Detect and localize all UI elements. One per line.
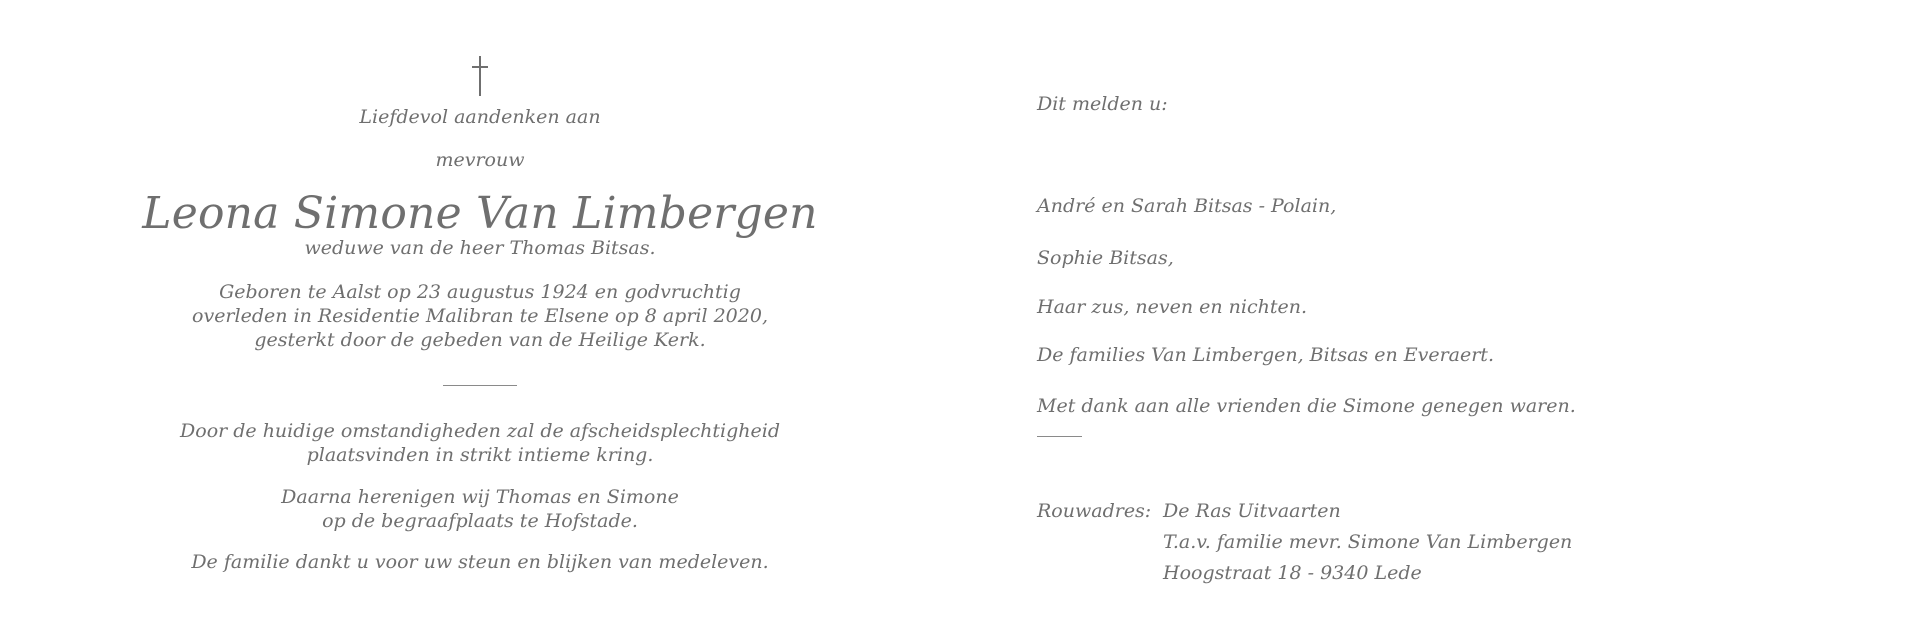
- ceremony-paragraph: [130, 419, 830, 467]
- burial-paragraph: [130, 485, 830, 533]
- address-lines: [1163, 499, 1572, 592]
- address-line: T.a.v. familie mevr. Simone Van Limbergen: [1163, 531, 1573, 553]
- cross-icon: [472, 56, 488, 96]
- family-line: Sophie Bitsas,: [1037, 247, 1174, 269]
- intro-text: Liefdevol aandenken aan: [359, 106, 601, 128]
- burial-line: Daarna herenigen wij Thomas en Simone: [281, 486, 679, 508]
- birth-death-line: Geboren te Aalst op 23 augustus 1924 en godvruchtig: [219, 281, 741, 303]
- family-line: Haar zus, neven en nichten.: [1037, 296, 1308, 318]
- family-line: André en Sarah Bitsas - Polain,: [1037, 195, 1337, 217]
- family-line: De families Van Limbergen, Bitsas en Everaert.: [1037, 344, 1494, 366]
- mourning-address: [1037, 499, 1877, 592]
- ceremony-line: plaatsvinden in strikt intieme kring.: [306, 444, 654, 466]
- deceased-name: Leona Simone Van Limbergen: [142, 188, 818, 239]
- ceremony-line: Door de huidige omstandigheden zal de afscheidsplechtigheid: [180, 420, 780, 442]
- burial-line: op de begraafplaats te Hofstade.: [322, 510, 638, 532]
- family-line: Met dank aan alle vrienden die Simone genegen waren.: [1037, 395, 1576, 417]
- family-thanks: De familie dankt u voor uw steun en blijken van medeleven.: [191, 551, 769, 573]
- birth-death-paragraph: [130, 280, 830, 352]
- birth-death-line: gesterkt door de gebeden van de Heilige Kerk.: [254, 329, 706, 351]
- birth-death-line: overleden in Residentie Malibran te Elsene op 8 april 2020,: [192, 305, 768, 327]
- memorial-right-panel: [1037, 92, 1877, 592]
- divider: [1037, 436, 1082, 437]
- honorific: mevrouw: [435, 149, 525, 171]
- memorial-left-panel: [130, 56, 830, 574]
- widow-of-line: weduwe van de heer Thomas Bitsas.: [304, 237, 656, 259]
- divider: [443, 385, 517, 386]
- address-line: De Ras Uitvaarten: [1163, 500, 1341, 522]
- announce-text: Dit melden u:: [1037, 93, 1168, 115]
- address-label: Rouwadres:: [1037, 500, 1152, 522]
- address-line: Hoogstraat 18 - 9340 Lede: [1163, 562, 1422, 584]
